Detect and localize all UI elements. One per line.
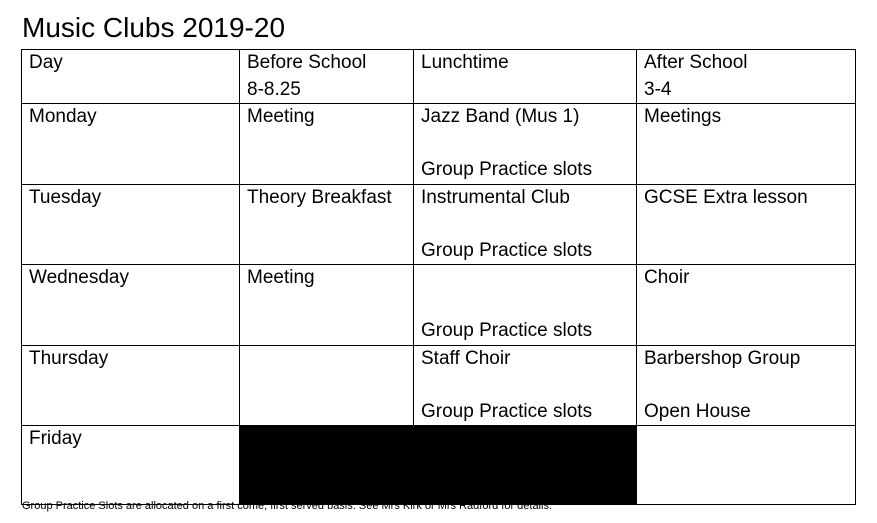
header-after-school-label: After School bbox=[644, 52, 748, 73]
day-cell bbox=[22, 345, 240, 426]
header-after-school-time: 3-4 bbox=[644, 78, 672, 100]
header-lunchtime bbox=[414, 50, 637, 104]
day-label: Monday bbox=[29, 106, 97, 127]
after-school-cell bbox=[637, 345, 856, 426]
header-lunchtime-label: Lunchtime bbox=[421, 52, 509, 73]
lunchtime-cell bbox=[414, 345, 637, 426]
lunchtime-activity: Jazz Band (Mus 1) bbox=[421, 106, 580, 127]
after-school-activity-2 bbox=[644, 238, 855, 265]
blacked-out-cell bbox=[240, 426, 637, 505]
after-school-activity-2: Open House bbox=[644, 400, 751, 422]
music-clubs-table bbox=[21, 49, 856, 505]
before-school-cell bbox=[240, 345, 414, 426]
before-school-activity: Meeting bbox=[247, 106, 315, 127]
after-school-activity: Barbershop Group bbox=[644, 347, 801, 369]
day-cell bbox=[22, 184, 240, 265]
header-day bbox=[22, 50, 240, 104]
table-row-thursday bbox=[22, 345, 856, 426]
day-cell bbox=[22, 104, 240, 185]
header-day-label: Day bbox=[29, 52, 63, 73]
table-header-row bbox=[22, 50, 856, 104]
table-row-friday bbox=[22, 426, 856, 505]
lunchtime-practice: Group Practice slots bbox=[421, 400, 593, 422]
day-label: Thursday bbox=[29, 347, 109, 369]
day-label: Wednesday bbox=[29, 267, 129, 288]
before-school-cell bbox=[240, 184, 414, 265]
before-school-cell bbox=[240, 104, 414, 185]
footnote: Group Practice Slots are allocated on a first come, first served basis. See Mrs Kirk or Mrs Radford for details. bbox=[22, 500, 553, 512]
after-school-activity-2 bbox=[644, 318, 855, 345]
after-school-activity: GCSE Extra lesson bbox=[644, 186, 808, 208]
lunchtime-practice: Group Practice slots bbox=[421, 320, 593, 341]
after-school-activity: Choir bbox=[644, 267, 690, 288]
lunchtime-cell bbox=[414, 265, 637, 346]
table-row-tuesday bbox=[22, 184, 856, 265]
lunchtime-activity: Instrumental Club bbox=[421, 186, 570, 208]
day-label: Tuesday bbox=[29, 186, 102, 208]
header-before-school bbox=[240, 50, 414, 104]
before-school-activity: Meeting bbox=[247, 267, 315, 288]
after-school-activity: Meetings bbox=[644, 106, 722, 127]
before-school-activity bbox=[247, 346, 413, 373]
table-row-monday bbox=[22, 104, 856, 185]
day-cell bbox=[22, 426, 240, 505]
day-cell bbox=[22, 265, 240, 346]
lunchtime-activity bbox=[421, 265, 636, 292]
after-school-cell bbox=[637, 265, 856, 346]
before-school-cell bbox=[240, 265, 414, 346]
header-after-school bbox=[637, 50, 856, 104]
lunchtime-activity: Staff Choir bbox=[421, 347, 511, 369]
lunchtime-practice: Group Practice slots bbox=[421, 239, 593, 261]
before-school-activity: Theory Breakfast bbox=[247, 186, 392, 208]
after-school-activity-2 bbox=[644, 157, 855, 184]
page-title: Music Clubs 2019-20 bbox=[22, 12, 286, 43]
lunchtime-cell bbox=[414, 184, 637, 265]
lunchtime-cell bbox=[414, 104, 637, 185]
after-school-cell bbox=[637, 426, 856, 505]
table-row-wednesday bbox=[22, 265, 856, 346]
header-before-school-label: Before School bbox=[247, 52, 367, 73]
header-before-school-time: 8-8.25 bbox=[247, 78, 301, 100]
after-school-cell bbox=[637, 184, 856, 265]
day-label: Friday bbox=[29, 428, 82, 449]
lunchtime-practice: Group Practice slots bbox=[421, 159, 593, 180]
after-school-cell bbox=[637, 104, 856, 185]
